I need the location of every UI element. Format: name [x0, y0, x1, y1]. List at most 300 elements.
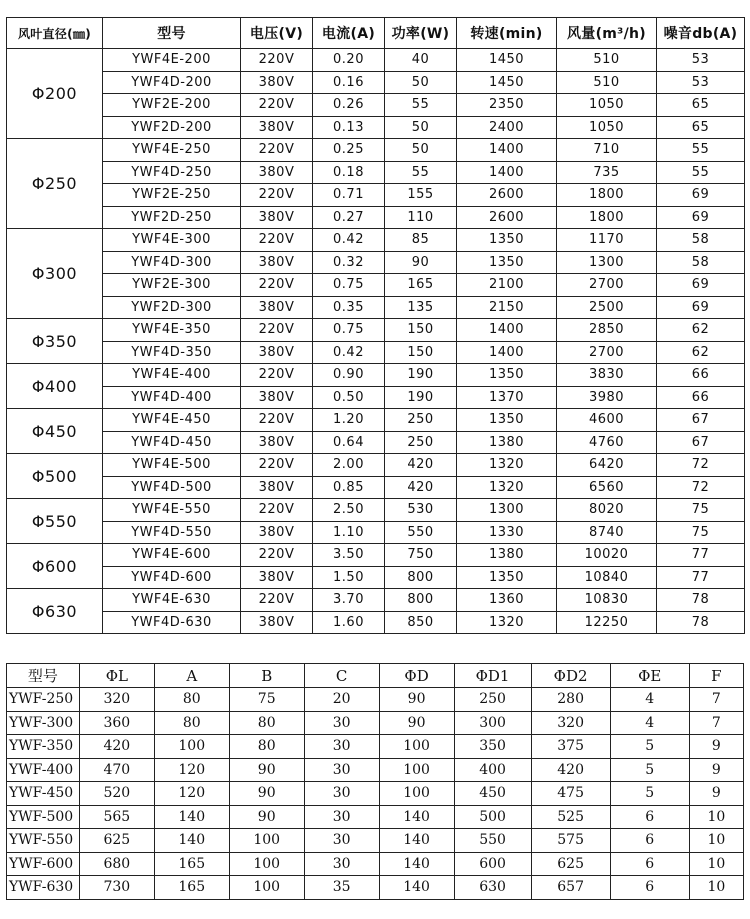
fan-diameter-cell: Φ400 — [7, 364, 103, 409]
table-cell: 55 — [657, 139, 745, 162]
table-cell: 4760 — [557, 431, 657, 454]
table-cell: 680 — [79, 852, 154, 876]
table-cell: 4 — [610, 711, 689, 735]
table-cell: 2.00 — [313, 454, 385, 477]
table-row — [7, 476, 745, 499]
table-cell: 190 — [385, 364, 457, 387]
table-cell: 78 — [657, 611, 745, 634]
table-cell: 58 — [657, 251, 745, 274]
table-cell: 4600 — [557, 409, 657, 432]
table-cell: 55 — [657, 161, 745, 184]
table-cell: 0.25 — [313, 139, 385, 162]
table-cell: 90 — [385, 251, 457, 274]
table-row — [7, 206, 745, 229]
table-cell: 165 — [154, 852, 229, 876]
table-cell: 500 — [454, 805, 531, 829]
table-cell: 1350 — [457, 229, 557, 252]
table-cell: 1300 — [457, 499, 557, 522]
table-cell: 1400 — [457, 139, 557, 162]
table-cell: 0.32 — [313, 251, 385, 274]
table-row — [7, 71, 745, 94]
table-cell: 1.10 — [313, 521, 385, 544]
model-cell: YWF-450 — [7, 782, 80, 806]
table-cell: 75 — [229, 688, 304, 712]
table-cell: 65 — [657, 94, 745, 117]
table-cell: 10 — [689, 829, 743, 853]
table-cell: 10840 — [557, 566, 657, 589]
table-cell: 135 — [385, 296, 457, 319]
table-cell: 80 — [229, 711, 304, 735]
table-cell: 100 — [229, 852, 304, 876]
table-cell: 1350 — [457, 251, 557, 274]
table-cell: 78 — [657, 589, 745, 612]
table-cell: 220V — [241, 274, 313, 297]
table-cell: 220V — [241, 94, 313, 117]
table-cell: 140 — [154, 805, 229, 829]
table-cell: 220V — [241, 364, 313, 387]
table-cell: 1360 — [457, 589, 557, 612]
dim-header-l: ΦL — [79, 664, 154, 688]
table-cell: 1170 — [557, 229, 657, 252]
table-row — [7, 409, 745, 432]
table-cell: 190 — [385, 386, 457, 409]
table-row — [7, 274, 745, 297]
table-cell: 10 — [689, 876, 743, 900]
table-cell: 7 — [689, 688, 743, 712]
table-cell: YWF4D-630 — [103, 611, 241, 634]
table-cell: 2600 — [457, 184, 557, 207]
table-cell: 220V — [241, 319, 313, 342]
fan-diameter-cell: Φ200 — [7, 49, 103, 139]
table-row — [7, 876, 744, 900]
table-cell: YWF4E-250 — [103, 139, 241, 162]
table-cell: 30 — [304, 829, 379, 853]
fan-diameter-cell: Φ550 — [7, 499, 103, 544]
table-cell: 400 — [454, 758, 531, 782]
dim-header-d: ΦD — [379, 664, 454, 688]
table-cell: 1320 — [457, 454, 557, 477]
table-cell: 90 — [229, 782, 304, 806]
table-cell: 1450 — [457, 71, 557, 94]
table-cell: 30 — [304, 758, 379, 782]
table-cell: 0.13 — [313, 116, 385, 139]
fan-diameter-cell: Φ300 — [7, 229, 103, 319]
table-cell: YWF2E-300 — [103, 274, 241, 297]
table-cell: 65 — [657, 116, 745, 139]
table-row — [7, 161, 745, 184]
header-airflow: 风量(m³/h) — [557, 18, 657, 49]
dim-table-body — [7, 688, 744, 900]
table-cell: 67 — [657, 409, 745, 432]
table-cell: 72 — [657, 454, 745, 477]
dim-header-a: A — [154, 664, 229, 688]
table-cell: 90 — [229, 758, 304, 782]
table-cell: 280 — [531, 688, 610, 712]
table-cell: 1370 — [457, 386, 557, 409]
table-cell: 0.75 — [313, 274, 385, 297]
table-cell: 1380 — [457, 544, 557, 567]
table-cell: 9 — [689, 758, 743, 782]
table-cell: 250 — [385, 409, 457, 432]
table-cell: 30 — [304, 782, 379, 806]
table-cell: 5 — [610, 735, 689, 759]
table-cell: 380V — [241, 161, 313, 184]
table-cell: 90 — [229, 805, 304, 829]
table-cell: 220V — [241, 139, 313, 162]
table-cell: 30 — [304, 852, 379, 876]
table-row — [7, 184, 745, 207]
table-cell: 85 — [385, 229, 457, 252]
table-cell: 2350 — [457, 94, 557, 117]
table-row — [7, 386, 745, 409]
table-cell: YWF4D-550 — [103, 521, 241, 544]
table-cell: 2850 — [557, 319, 657, 342]
table-cell: 62 — [657, 341, 745, 364]
table-cell: 0.71 — [313, 184, 385, 207]
table-cell: 375 — [531, 735, 610, 759]
table-row — [7, 296, 745, 319]
table-cell: 6560 — [557, 476, 657, 499]
header-fan-diameter: 风叶直径(㎜) — [7, 18, 103, 49]
table-cell: 1450 — [457, 49, 557, 72]
table-row — [7, 229, 745, 252]
table-cell: 66 — [657, 386, 745, 409]
table-cell: 420 — [531, 758, 610, 782]
table-cell: 6 — [610, 805, 689, 829]
table-cell: 120 — [154, 758, 229, 782]
table-cell: 565 — [79, 805, 154, 829]
dim-header-c: C — [304, 664, 379, 688]
table-row — [7, 454, 745, 477]
table-cell: 510 — [557, 49, 657, 72]
table-cell: 77 — [657, 566, 745, 589]
table-cell: 1400 — [457, 341, 557, 364]
table-cell: 1.20 — [313, 409, 385, 432]
table-row — [7, 566, 745, 589]
table-cell: 3.70 — [313, 589, 385, 612]
table-cell: 9 — [689, 782, 743, 806]
table-cell: 1380 — [457, 431, 557, 454]
table-cell: 0.16 — [313, 71, 385, 94]
table-cell: 380V — [241, 341, 313, 364]
table-cell: YWF4D-450 — [103, 431, 241, 454]
table-row — [7, 251, 745, 274]
table-cell: 2400 — [457, 116, 557, 139]
table-cell: 150 — [385, 319, 457, 342]
header-power: 功率(W) — [385, 18, 457, 49]
table-cell: 90 — [379, 711, 454, 735]
table-row — [7, 319, 745, 342]
table-row — [7, 805, 744, 829]
table-cell: 90 — [379, 688, 454, 712]
table-cell: 100 — [229, 876, 304, 900]
table-cell: 6420 — [557, 454, 657, 477]
table-cell: 165 — [154, 876, 229, 900]
spec-table-body — [7, 49, 745, 634]
table-cell: YWF2D-300 — [103, 296, 241, 319]
table-row — [7, 341, 745, 364]
table-cell: 7 — [689, 711, 743, 735]
table-cell: 0.75 — [313, 319, 385, 342]
table-cell: 735 — [557, 161, 657, 184]
table-cell: 250 — [385, 431, 457, 454]
table-cell: 1350 — [457, 409, 557, 432]
table-cell: 69 — [657, 206, 745, 229]
model-cell: YWF-300 — [7, 711, 80, 735]
table-cell: 2100 — [457, 274, 557, 297]
dim-header-model: 型号 — [7, 664, 80, 688]
table-cell: 550 — [385, 521, 457, 544]
table-cell: 630 — [454, 876, 531, 900]
table-cell: 2600 — [457, 206, 557, 229]
table-cell: 657 — [531, 876, 610, 900]
table-cell: 110 — [385, 206, 457, 229]
table-cell: 470 — [79, 758, 154, 782]
table-cell: 30 — [304, 805, 379, 829]
header-noise: 噪音db(A) — [657, 18, 745, 49]
header-current: 电流(A) — [313, 18, 385, 49]
model-cell: YWF-500 — [7, 805, 80, 829]
table-cell: 55 — [385, 94, 457, 117]
table-row — [7, 735, 744, 759]
table-cell: 140 — [379, 805, 454, 829]
table-cell: 8020 — [557, 499, 657, 522]
table-cell: 100 — [229, 829, 304, 853]
table-cell: 320 — [79, 688, 154, 712]
dim-header-e: ΦE — [610, 664, 689, 688]
table-cell: 0.50 — [313, 386, 385, 409]
table-cell: 475 — [531, 782, 610, 806]
dim-header-f: F — [689, 664, 743, 688]
table-cell: 53 — [657, 71, 745, 94]
table-cell: 2150 — [457, 296, 557, 319]
table-cell: 2.50 — [313, 499, 385, 522]
header-model: 型号 — [103, 18, 241, 49]
table-cell: YWF4D-600 — [103, 566, 241, 589]
table-row — [7, 521, 745, 544]
table-cell: 50 — [385, 116, 457, 139]
table-cell: 140 — [379, 876, 454, 900]
table-cell: 30 — [304, 735, 379, 759]
table-cell: 1050 — [557, 116, 657, 139]
table-cell: 220V — [241, 409, 313, 432]
model-cell: YWF-350 — [7, 735, 80, 759]
table-cell: 10 — [689, 805, 743, 829]
table-cell: 100 — [379, 758, 454, 782]
header-speed: 转速(min) — [457, 18, 557, 49]
table-cell: 420 — [79, 735, 154, 759]
model-cell: YWF-400 — [7, 758, 80, 782]
table-cell: 1400 — [457, 319, 557, 342]
table-row — [7, 829, 744, 853]
table-cell: 710 — [557, 139, 657, 162]
table-cell: 1.50 — [313, 566, 385, 589]
fan-diameter-cell: Φ630 — [7, 589, 103, 634]
table-cell: 530 — [385, 499, 457, 522]
table-cell: 75 — [657, 499, 745, 522]
fan-spec-table — [6, 17, 745, 634]
table-cell: 380V — [241, 476, 313, 499]
table-cell: 730 — [79, 876, 154, 900]
table-cell: 140 — [379, 852, 454, 876]
table-cell: 140 — [379, 829, 454, 853]
model-cell: YWF-250 — [7, 688, 80, 712]
table-cell: 5 — [610, 758, 689, 782]
table-cell: 0.90 — [313, 364, 385, 387]
table-cell: 220V — [241, 49, 313, 72]
table-cell: 525 — [531, 805, 610, 829]
table-cell: 380V — [241, 611, 313, 634]
table-cell: 72 — [657, 476, 745, 499]
table-cell: 30 — [304, 711, 379, 735]
table-cell: 150 — [385, 341, 457, 364]
table-cell: 550 — [454, 829, 531, 853]
table-cell: 800 — [385, 566, 457, 589]
table-cell: 1320 — [457, 476, 557, 499]
table-cell: 1800 — [557, 206, 657, 229]
table-cell: YWF4E-350 — [103, 319, 241, 342]
table-cell: 6 — [610, 829, 689, 853]
dim-header-d1: ΦD1 — [454, 664, 531, 688]
table-cell: 35 — [304, 876, 379, 900]
table-cell: 625 — [79, 829, 154, 853]
table-cell: 165 — [385, 274, 457, 297]
table-row — [7, 49, 745, 72]
table-cell: 800 — [385, 589, 457, 612]
table-cell: 69 — [657, 184, 745, 207]
table-cell: 220V — [241, 499, 313, 522]
table-cell: 50 — [385, 139, 457, 162]
table-cell: 250 — [454, 688, 531, 712]
table-cell: 1.60 — [313, 611, 385, 634]
table-cell: 380V — [241, 296, 313, 319]
table-row — [7, 688, 744, 712]
table-cell: YWF4E-630 — [103, 589, 241, 612]
table-cell: YWF4D-300 — [103, 251, 241, 274]
table-cell: YWF4E-500 — [103, 454, 241, 477]
table-cell: YWF4E-200 — [103, 49, 241, 72]
table-cell: 750 — [385, 544, 457, 567]
fan-diameter-cell: Φ250 — [7, 139, 103, 229]
table-cell: 12250 — [557, 611, 657, 634]
fan-diameter-cell: Φ350 — [7, 319, 103, 364]
table-row — [7, 94, 745, 117]
table-row — [7, 782, 744, 806]
table-cell: 55 — [385, 161, 457, 184]
table-cell: 10830 — [557, 589, 657, 612]
table-cell: 0.20 — [313, 49, 385, 72]
table-cell: YWF2D-250 — [103, 206, 241, 229]
table-row — [7, 139, 745, 162]
table-cell: 220V — [241, 544, 313, 567]
table-cell: 0.18 — [313, 161, 385, 184]
table-cell: 380V — [241, 71, 313, 94]
table-cell: 0.85 — [313, 476, 385, 499]
dim-header-b: B — [229, 664, 304, 688]
table-cell: 380V — [241, 521, 313, 544]
table-cell: 67 — [657, 431, 745, 454]
table-cell: 350 — [454, 735, 531, 759]
table-cell: 40 — [385, 49, 457, 72]
table-cell: 220V — [241, 454, 313, 477]
table-cell: YWF2E-250 — [103, 184, 241, 207]
fan-diameter-cell: Φ600 — [7, 544, 103, 589]
table-cell: 155 — [385, 184, 457, 207]
table-cell: 625 — [531, 852, 610, 876]
table-cell: 0.26 — [313, 94, 385, 117]
table-cell: 380V — [241, 566, 313, 589]
table-cell: 58 — [657, 229, 745, 252]
table-cell: 1050 — [557, 94, 657, 117]
table-cell: 75 — [657, 521, 745, 544]
model-cell: YWF-600 — [7, 852, 80, 876]
table-cell: YWF4E-450 — [103, 409, 241, 432]
table-cell: 1300 — [557, 251, 657, 274]
fan-diameter-cell: Φ450 — [7, 409, 103, 454]
fan-diameter-cell: Φ500 — [7, 454, 103, 499]
table-cell: YWF4D-250 — [103, 161, 241, 184]
table-cell: YWF4E-300 — [103, 229, 241, 252]
table-cell: 1320 — [457, 611, 557, 634]
table-cell: 6 — [610, 876, 689, 900]
dimension-table — [6, 663, 744, 900]
table-cell: YWF2E-200 — [103, 94, 241, 117]
table-cell: 220V — [241, 589, 313, 612]
table-cell: YWF4D-500 — [103, 476, 241, 499]
table-cell: 66 — [657, 364, 745, 387]
table-cell: 380V — [241, 251, 313, 274]
table-row — [7, 852, 744, 876]
table-cell: 3830 — [557, 364, 657, 387]
table-cell: 575 — [531, 829, 610, 853]
table-cell: 510 — [557, 71, 657, 94]
table-row — [7, 431, 745, 454]
table-cell: YWF4E-550 — [103, 499, 241, 522]
table-cell: 8740 — [557, 521, 657, 544]
table-cell: 380V — [241, 116, 313, 139]
table-cell: YWF4E-400 — [103, 364, 241, 387]
table-row — [7, 364, 745, 387]
table-cell: 380V — [241, 431, 313, 454]
dim-header-d2: ΦD2 — [531, 664, 610, 688]
table-cell: 80 — [154, 688, 229, 712]
table-cell: 20 — [304, 688, 379, 712]
table-cell: 450 — [454, 782, 531, 806]
table-cell: 2700 — [557, 341, 657, 364]
model-cell: YWF-630 — [7, 876, 80, 900]
table-cell: 100 — [379, 782, 454, 806]
table-cell: 100 — [154, 735, 229, 759]
table-cell: 1400 — [457, 161, 557, 184]
table-cell: 300 — [454, 711, 531, 735]
table-row — [7, 758, 744, 782]
table-cell: 3980 — [557, 386, 657, 409]
table-cell: 77 — [657, 544, 745, 567]
header-voltage: 电压(V) — [241, 18, 313, 49]
table-cell: 850 — [385, 611, 457, 634]
table-cell: YWF4E-600 — [103, 544, 241, 567]
table-cell: 420 — [385, 454, 457, 477]
table-cell: 600 — [454, 852, 531, 876]
table-row — [7, 711, 744, 735]
table-cell: 0.27 — [313, 206, 385, 229]
table-cell: YWF2D-200 — [103, 116, 241, 139]
table-cell: 0.42 — [313, 341, 385, 364]
table-row — [7, 116, 745, 139]
table-cell: 420 — [385, 476, 457, 499]
table-cell: 0.42 — [313, 229, 385, 252]
table-cell: 1350 — [457, 566, 557, 589]
